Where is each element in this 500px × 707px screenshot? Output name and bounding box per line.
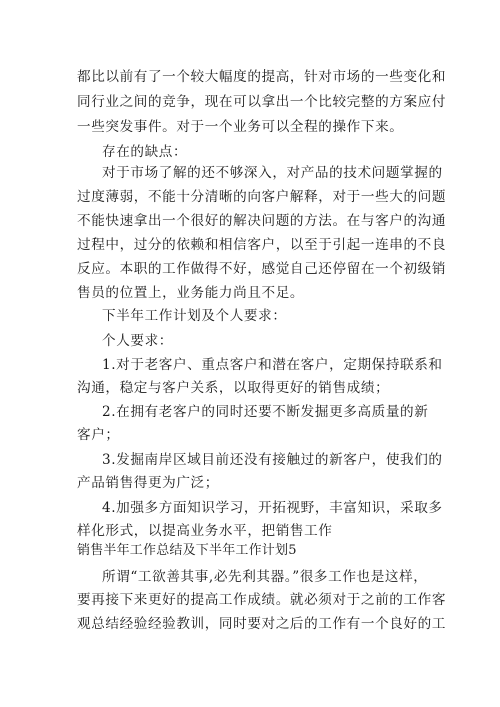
text-line: 沟通，稳定与客户关系，以取得更好的销售成绩； <box>77 380 390 396</box>
text-line: 要再接下来更好的提高工作成绩。就必须对于之前的工作客 <box>77 592 447 608</box>
text-line: 产品销售得更为广泛； <box>77 475 219 491</box>
list-item: 1.对于老客户、重点客户和潜在客户，定期保持联系和 <box>102 357 443 373</box>
text-line: 过程中，过分的依赖和相信客户，以至于引起一连串的不良 <box>77 237 447 253</box>
text-line: 同行业之间的竞争，现在可以拿出一个比较完整的方案应付 <box>77 94 447 110</box>
section-heading: 存在的缺点： <box>102 144 188 160</box>
text-line: 过度薄弱，不能十分清晰的向客户解释，对于一些大的问题 <box>77 189 447 205</box>
text-line: 不能快速拿出一个很好的解决问题的方法。在与客户的沟通 <box>77 213 447 229</box>
list-item: 2.在拥有老客户的同时还要不断发掘更多高质量的新 <box>102 404 429 420</box>
text-line: 观总结经验经验教训，同时要对之后的工作有一个良好的工 <box>77 616 447 632</box>
section-heading: 个人要求： <box>102 333 173 349</box>
text-line: 所谓“工欲善其事,必先利其器。”很多工作也是这样， <box>102 569 428 585</box>
article-title: 销售半年工作总结及下半年工作计划5 <box>77 543 297 558</box>
list-item: 4.加强多方面知识学习，开拓视野，丰富知识，采取多 <box>102 500 443 516</box>
text-line: 样化形式，以提高业务水平，把销售工作 <box>77 523 333 539</box>
text-line: 都比以前有了一个较大幅度的提高，针对市场的一些变化和 <box>77 69 447 85</box>
text-line: 售员的位置上，业务能力尚且不足。 <box>77 285 305 301</box>
text-line: 反应。本职的工作做得不好，感觉自己还停留在一个初级销 <box>77 261 447 277</box>
section-heading: 下半年工作计划及个人要求： <box>102 308 287 324</box>
text-line: 客户； <box>77 427 120 443</box>
text-line: 一些突发事件。对于一个业务可以全程的操作下来。 <box>77 119 404 135</box>
text-line: 对于市场了解的还不够深入，对产品的技术问题掌握的 <box>102 165 443 181</box>
list-item: 3.发掘南岸区域目前还没有接触过的新客户，使我们的 <box>102 452 443 468</box>
